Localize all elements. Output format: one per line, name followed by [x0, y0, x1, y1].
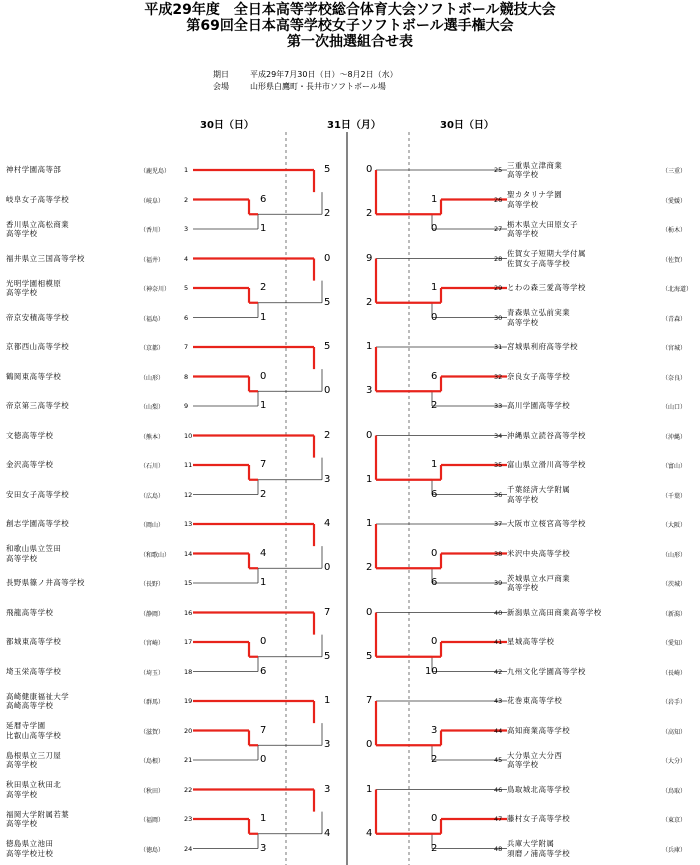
team-number: 44	[494, 726, 503, 735]
team-name	[507, 549, 570, 559]
team-name	[6, 279, 61, 298]
team-name	[507, 308, 570, 327]
team-prefecture: （徳島）	[140, 846, 165, 854]
score: 6	[260, 193, 267, 205]
score: 4	[324, 518, 331, 529]
score: 7	[260, 724, 267, 736]
team-number: 14	[184, 549, 193, 558]
title-line-2: 第69回全日本高等学校女子ソフトボール選手権大会	[186, 18, 514, 34]
team-prefecture: （秋田）	[140, 787, 165, 795]
team-name	[507, 519, 586, 529]
score: 1	[324, 695, 331, 706]
score: 6	[431, 577, 438, 588]
score: 7	[366, 695, 373, 706]
team-name	[507, 574, 570, 593]
team-name-line: 青森県立弘前実業	[507, 308, 571, 317]
team-prefecture: （富山）	[662, 463, 687, 470]
team-name-line: 高等学校	[6, 229, 38, 238]
team-name	[507, 161, 562, 180]
score: 0	[431, 223, 438, 234]
team-name	[6, 431, 53, 441]
team-prefecture: （岩手）	[662, 699, 687, 706]
team-name	[507, 637, 554, 647]
team-name	[6, 810, 69, 829]
team-prefecture: （千葉）	[662, 492, 687, 500]
team-name-line: 埼玉栄高等学校	[6, 666, 62, 676]
score: 0	[324, 385, 331, 397]
team-number: 29	[494, 284, 503, 292]
team-name-line: 高等学校	[6, 819, 38, 828]
team-name	[6, 342, 69, 352]
team-prefecture: （東京）	[662, 817, 687, 824]
team-name	[507, 608, 602, 618]
score: 0	[366, 739, 373, 751]
team-name-line: 高川学園高等学校	[507, 401, 571, 411]
team-prefecture: （大分）	[662, 758, 687, 765]
score: 4	[366, 827, 373, 839]
team-name	[6, 460, 53, 470]
score: 5	[324, 164, 331, 175]
score: 2	[260, 488, 267, 500]
score: 9	[366, 252, 373, 264]
team-name-line: 高等学校	[507, 229, 539, 238]
score: 0	[366, 429, 373, 441]
score: 0	[366, 606, 373, 618]
team-name-line: 高等学校	[6, 789, 38, 799]
team-name-line: 光明学園相模原	[6, 278, 62, 288]
score: 2	[366, 208, 373, 220]
team-number: 12	[184, 490, 193, 499]
score: 2	[366, 296, 373, 308]
score: 1	[260, 813, 267, 824]
score: 0	[431, 813, 438, 824]
team-name-line: 藤村女子高等学校	[507, 814, 571, 824]
team-name-line: 帝京安積高等学校	[6, 312, 70, 322]
team-prefecture: （兵庫）	[662, 846, 687, 854]
team-number: 24	[184, 844, 193, 853]
team-name-line: 花巻東高等学校	[507, 696, 563, 706]
score: 2	[366, 562, 373, 574]
team-name	[6, 608, 53, 618]
team-number: 1	[184, 166, 189, 174]
score: 5	[324, 341, 331, 352]
team-number: 21	[184, 756, 193, 764]
team-number: 8	[184, 372, 189, 381]
team-name	[507, 839, 570, 858]
team-name-line: 創志学園高等学校	[6, 519, 70, 529]
team-prefecture: （茨城）	[662, 581, 687, 588]
team-name-line: 高等学校	[507, 170, 539, 179]
team-prefecture: （高知）	[662, 728, 687, 736]
team-number: 27	[494, 225, 503, 233]
team-name-line: 高等学校	[6, 553, 38, 563]
team-number: 48	[494, 844, 503, 853]
team-prefecture: （長崎）	[662, 669, 687, 677]
team-number: 22	[184, 785, 193, 794]
team-name-line: 佐賀女子短期大学付属	[507, 249, 586, 258]
team-name-line: 京都西山高等学校	[6, 342, 70, 352]
score: 0	[431, 636, 438, 647]
team-name	[507, 401, 570, 411]
team-number: 43	[494, 697, 503, 705]
team-name-line: 帝京第三高等学校	[6, 401, 70, 411]
team-name-line: 神村学園高等部	[6, 165, 62, 175]
score: 4	[260, 547, 267, 559]
team-name	[6, 372, 61, 382]
score: 7	[260, 459, 267, 470]
team-name-line: 千葉経済大学附属	[507, 485, 571, 494]
score: 3	[366, 385, 373, 397]
day-header-middle: 31日（月）	[327, 120, 381, 131]
score: 1	[366, 783, 373, 795]
score: 1	[260, 311, 267, 323]
team-prefecture: （熊本）	[140, 433, 165, 441]
score: 3	[260, 842, 267, 854]
day-header-left: 30日（日）	[200, 120, 254, 131]
score: 1	[260, 223, 267, 234]
team-prefecture: （山梨）	[140, 404, 165, 411]
team-name-line: 長野県篠ノ井高等学校	[6, 578, 85, 588]
team-name-line: 飛龍高等学校	[6, 607, 54, 617]
team-name-line: 高等学校	[6, 288, 38, 297]
team-name	[6, 195, 69, 205]
team-number: 4	[184, 254, 189, 263]
team-prefecture: （福島）	[140, 315, 165, 323]
team-prefecture: （石川）	[140, 463, 165, 470]
team-number: 25	[494, 166, 503, 174]
score: 2	[431, 842, 438, 854]
score: 3	[431, 724, 438, 736]
team-prefecture: （岐阜）	[140, 197, 165, 205]
team-name-line: 安田女子高等学校	[6, 489, 70, 499]
team-prefecture: （愛知）	[662, 640, 687, 647]
team-name-line: 都城東高等学校	[6, 637, 62, 647]
score: 6	[260, 665, 267, 677]
team-name	[507, 190, 562, 209]
team-name-line: 岐阜女子高等学校	[6, 194, 70, 204]
team-prefecture: （佐賀）	[662, 256, 687, 264]
venue-value: 山形県白鷹町・長井市ソフトボール場	[250, 82, 386, 91]
team-name-line: 栃木県立大田原女子	[507, 219, 579, 229]
team-name	[507, 814, 570, 824]
team-name	[507, 667, 586, 677]
date-value: 平成29年7月30日（日）～8月2日（水）	[250, 70, 398, 79]
team-name	[6, 692, 69, 711]
team-number: 41	[494, 638, 503, 646]
team-prefecture: （鹿児島）	[140, 168, 171, 175]
team-name	[6, 401, 69, 411]
team-number: 16	[184, 608, 193, 617]
team-name-line: 高等学校	[507, 760, 539, 769]
team-name-line: 米沢中央高等学校	[507, 548, 571, 558]
team-name-line: 高崎高等学校	[6, 701, 54, 710]
team-name	[6, 637, 61, 647]
score: 6	[431, 370, 438, 382]
team-name-line: 三重県立津商業	[507, 160, 563, 170]
score: 0	[324, 252, 331, 264]
team-name	[507, 751, 562, 770]
team-name	[6, 165, 61, 175]
team-prefecture: （鳥取）	[662, 787, 687, 795]
score: 6	[431, 488, 438, 500]
team-name-line: 延暦寺学園	[6, 721, 46, 730]
score: 1	[366, 518, 373, 529]
team-number: 28	[494, 254, 503, 263]
team-number: 10	[184, 431, 193, 440]
team-number: 42	[494, 667, 503, 676]
score: 1	[431, 459, 438, 470]
team-number: 40	[494, 608, 503, 617]
score: 5	[366, 650, 373, 662]
team-number: 34	[494, 431, 503, 440]
team-name-line: 沖縄県立読谷高等学校	[507, 430, 586, 440]
title-line-1: 平成29年度 全日本高等学校総合体育大会ソフトボール競技大会	[144, 2, 556, 18]
team-prefecture: （神奈川）	[140, 286, 171, 293]
score: 1	[366, 473, 373, 485]
team-name	[507, 249, 586, 268]
team-name	[6, 254, 85, 264]
team-number: 20	[184, 726, 193, 735]
team-name-line: 文徳高等学校	[6, 430, 54, 440]
team-name-line: 和歌山県立笠田	[6, 544, 62, 553]
team-prefecture: （福井）	[140, 256, 165, 264]
team-name-line: 秋田県立秋田北	[6, 780, 62, 789]
team-prefecture: （香川）	[140, 227, 165, 234]
team-prefecture: （三重）	[662, 168, 687, 175]
team-number: 32	[494, 372, 503, 381]
team-name-line: 高等学校	[507, 494, 539, 504]
team-prefecture: （沖縄）	[662, 433, 687, 441]
team-number: 36	[494, 490, 503, 499]
day-header-right: 30日（日）	[440, 120, 494, 131]
team-number: 18	[184, 667, 193, 676]
team-number: 13	[184, 520, 193, 528]
team-name-line: 茨城県立水戸商業	[507, 573, 571, 583]
team-number: 45	[494, 756, 503, 764]
team-name	[507, 785, 570, 795]
team-prefecture: （栃木）	[662, 227, 687, 234]
score: 2	[431, 400, 438, 411]
team-name-line: 高等学校	[507, 317, 539, 327]
team-name-line: 九州文化学園高等学校	[507, 666, 586, 676]
team-number: 9	[184, 402, 189, 410]
team-name	[507, 372, 570, 382]
team-number: 33	[494, 402, 503, 410]
team-prefecture: （奈良）	[662, 374, 687, 382]
score: 3	[324, 783, 331, 795]
team-number: 39	[494, 579, 503, 587]
team-name	[6, 751, 61, 770]
team-prefecture: （埼玉）	[140, 669, 165, 677]
team-name-line: 富山県立滑川高等学校	[507, 460, 586, 470]
score: 1	[260, 400, 267, 411]
team-name	[507, 726, 570, 736]
team-prefecture: （和歌山）	[140, 551, 171, 559]
team-name-line: 鳥取城北高等学校	[507, 784, 571, 794]
team-name	[6, 578, 85, 588]
team-name-line: 鶴岡東高等学校	[6, 371, 62, 381]
team-name	[6, 780, 61, 799]
venue-label: 会場	[213, 82, 229, 91]
team-number: 3	[184, 225, 189, 233]
score: 7	[324, 606, 331, 618]
team-name-line: 比叡山高等学校	[6, 730, 62, 740]
score: 0	[260, 370, 267, 382]
score: 0	[431, 547, 438, 559]
team-prefecture: （広島）	[140, 492, 165, 500]
team-name-line: 聖カタリナ学園	[507, 190, 563, 199]
team-number: 35	[494, 461, 503, 469]
team-number: 7	[184, 343, 189, 351]
team-number: 15	[184, 579, 193, 587]
team-name-line: 新潟県立高田商業高等学校	[507, 607, 602, 617]
score: 3	[324, 473, 331, 485]
team-number: 23	[184, 815, 193, 823]
score: 5	[324, 296, 331, 308]
team-name-line: 高等学校	[507, 199, 539, 209]
team-name	[6, 544, 61, 563]
score: 0	[260, 636, 267, 647]
team-name-line: 香川県立高松商業	[6, 219, 70, 229]
team-prefecture: （長野）	[140, 581, 165, 588]
team-prefecture: （群馬）	[140, 699, 165, 706]
team-name-line: 島根県立三刀屋	[6, 750, 62, 760]
team-prefecture: （愛媛）	[662, 197, 687, 205]
team-name	[6, 667, 61, 677]
date-label: 期日	[213, 70, 229, 79]
team-name-line: 大分県立大分西	[507, 750, 563, 760]
team-number: 31	[494, 343, 503, 351]
team-prefecture: （新潟）	[662, 610, 687, 618]
team-prefecture: （山形）	[662, 551, 687, 559]
team-name	[6, 313, 69, 323]
team-number: 5	[184, 284, 189, 292]
team-name-line: 高知商業高等学校	[507, 725, 571, 735]
team-number: 17	[184, 638, 193, 646]
team-prefecture: （山形）	[140, 374, 165, 382]
team-name	[6, 721, 61, 740]
team-name-line: 福井県立三国高等学校	[6, 253, 85, 263]
team-name-line: 大阪市立桜宮高等学校	[507, 519, 586, 529]
team-name	[507, 342, 578, 352]
score: 1	[366, 341, 373, 352]
score: 2	[260, 282, 267, 293]
score: 2	[324, 429, 331, 441]
team-prefecture: （岡山）	[140, 522, 165, 529]
team-name-line: 宮城県利府高等学校	[507, 342, 579, 352]
team-number: 37	[494, 520, 503, 528]
team-name-line: 兵庫大学附属	[507, 839, 555, 848]
team-prefecture: （大阪）	[662, 522, 687, 529]
score: 1	[431, 193, 438, 205]
team-number: 46	[494, 785, 503, 794]
team-number: 30	[494, 313, 503, 322]
team-name	[6, 839, 53, 858]
team-prefecture: （宮崎）	[140, 640, 165, 647]
title-line-3: 第一次抽選組合せ表	[287, 34, 413, 50]
team-name-line: 星城高等学校	[507, 637, 555, 647]
team-name-line: 高等学校	[507, 583, 539, 592]
team-name-line: 佐賀女子高等学校	[507, 258, 571, 268]
team-name-line: 奈良女子高等学校	[507, 371, 571, 381]
score: 3	[324, 739, 331, 751]
team-name	[507, 283, 586, 293]
team-prefecture: （山口）	[662, 404, 687, 411]
team-name	[507, 485, 570, 504]
score: 2	[431, 754, 438, 765]
team-number: 26	[494, 195, 503, 204]
team-prefecture: （北海道）	[662, 286, 693, 293]
team-name	[6, 490, 69, 500]
score: 0	[260, 754, 267, 765]
team-name	[6, 519, 69, 529]
score: 0	[366, 164, 373, 175]
team-name-line: 高等学校辻校	[6, 848, 54, 858]
team-prefecture: （島根）	[140, 758, 165, 765]
team-prefecture: （静岡）	[140, 610, 165, 618]
team-name-line: 福岡大学附属若葉	[6, 809, 70, 819]
team-name	[507, 220, 578, 239]
score: 1	[431, 282, 438, 293]
score: 1	[260, 577, 267, 588]
team-name-line: 須磨ノ浦高等学校	[507, 848, 571, 858]
team-name	[6, 220, 69, 239]
team-name-line: 金沢高等学校	[6, 460, 54, 470]
score: 5	[324, 650, 331, 662]
team-number: 38	[494, 549, 503, 558]
score: 10	[425, 665, 438, 677]
team-prefecture: （京都）	[140, 345, 165, 352]
team-name	[507, 696, 562, 706]
team-number: 2	[184, 195, 189, 204]
team-number: 11	[184, 461, 193, 469]
team-prefecture: （宮城）	[662, 345, 687, 352]
score: 4	[324, 827, 331, 839]
score: 0	[431, 311, 438, 323]
team-number: 6	[184, 313, 189, 322]
team-name-line: 高等学校	[6, 760, 38, 769]
team-prefecture: （青森）	[662, 315, 687, 323]
team-name-line: とわの森三愛高等学校	[507, 283, 586, 293]
team-name-line: 高崎健康福祉大学	[6, 691, 70, 701]
team-name-line: 徳島県立池田	[6, 839, 54, 848]
team-name	[507, 431, 586, 441]
team-prefecture: （福岡）	[140, 817, 165, 824]
team-name	[507, 460, 586, 470]
score: 2	[324, 208, 331, 220]
team-number: 47	[494, 815, 503, 823]
team-prefecture: （滋賀）	[140, 728, 165, 736]
score: 0	[324, 562, 331, 574]
team-number: 19	[184, 697, 193, 705]
